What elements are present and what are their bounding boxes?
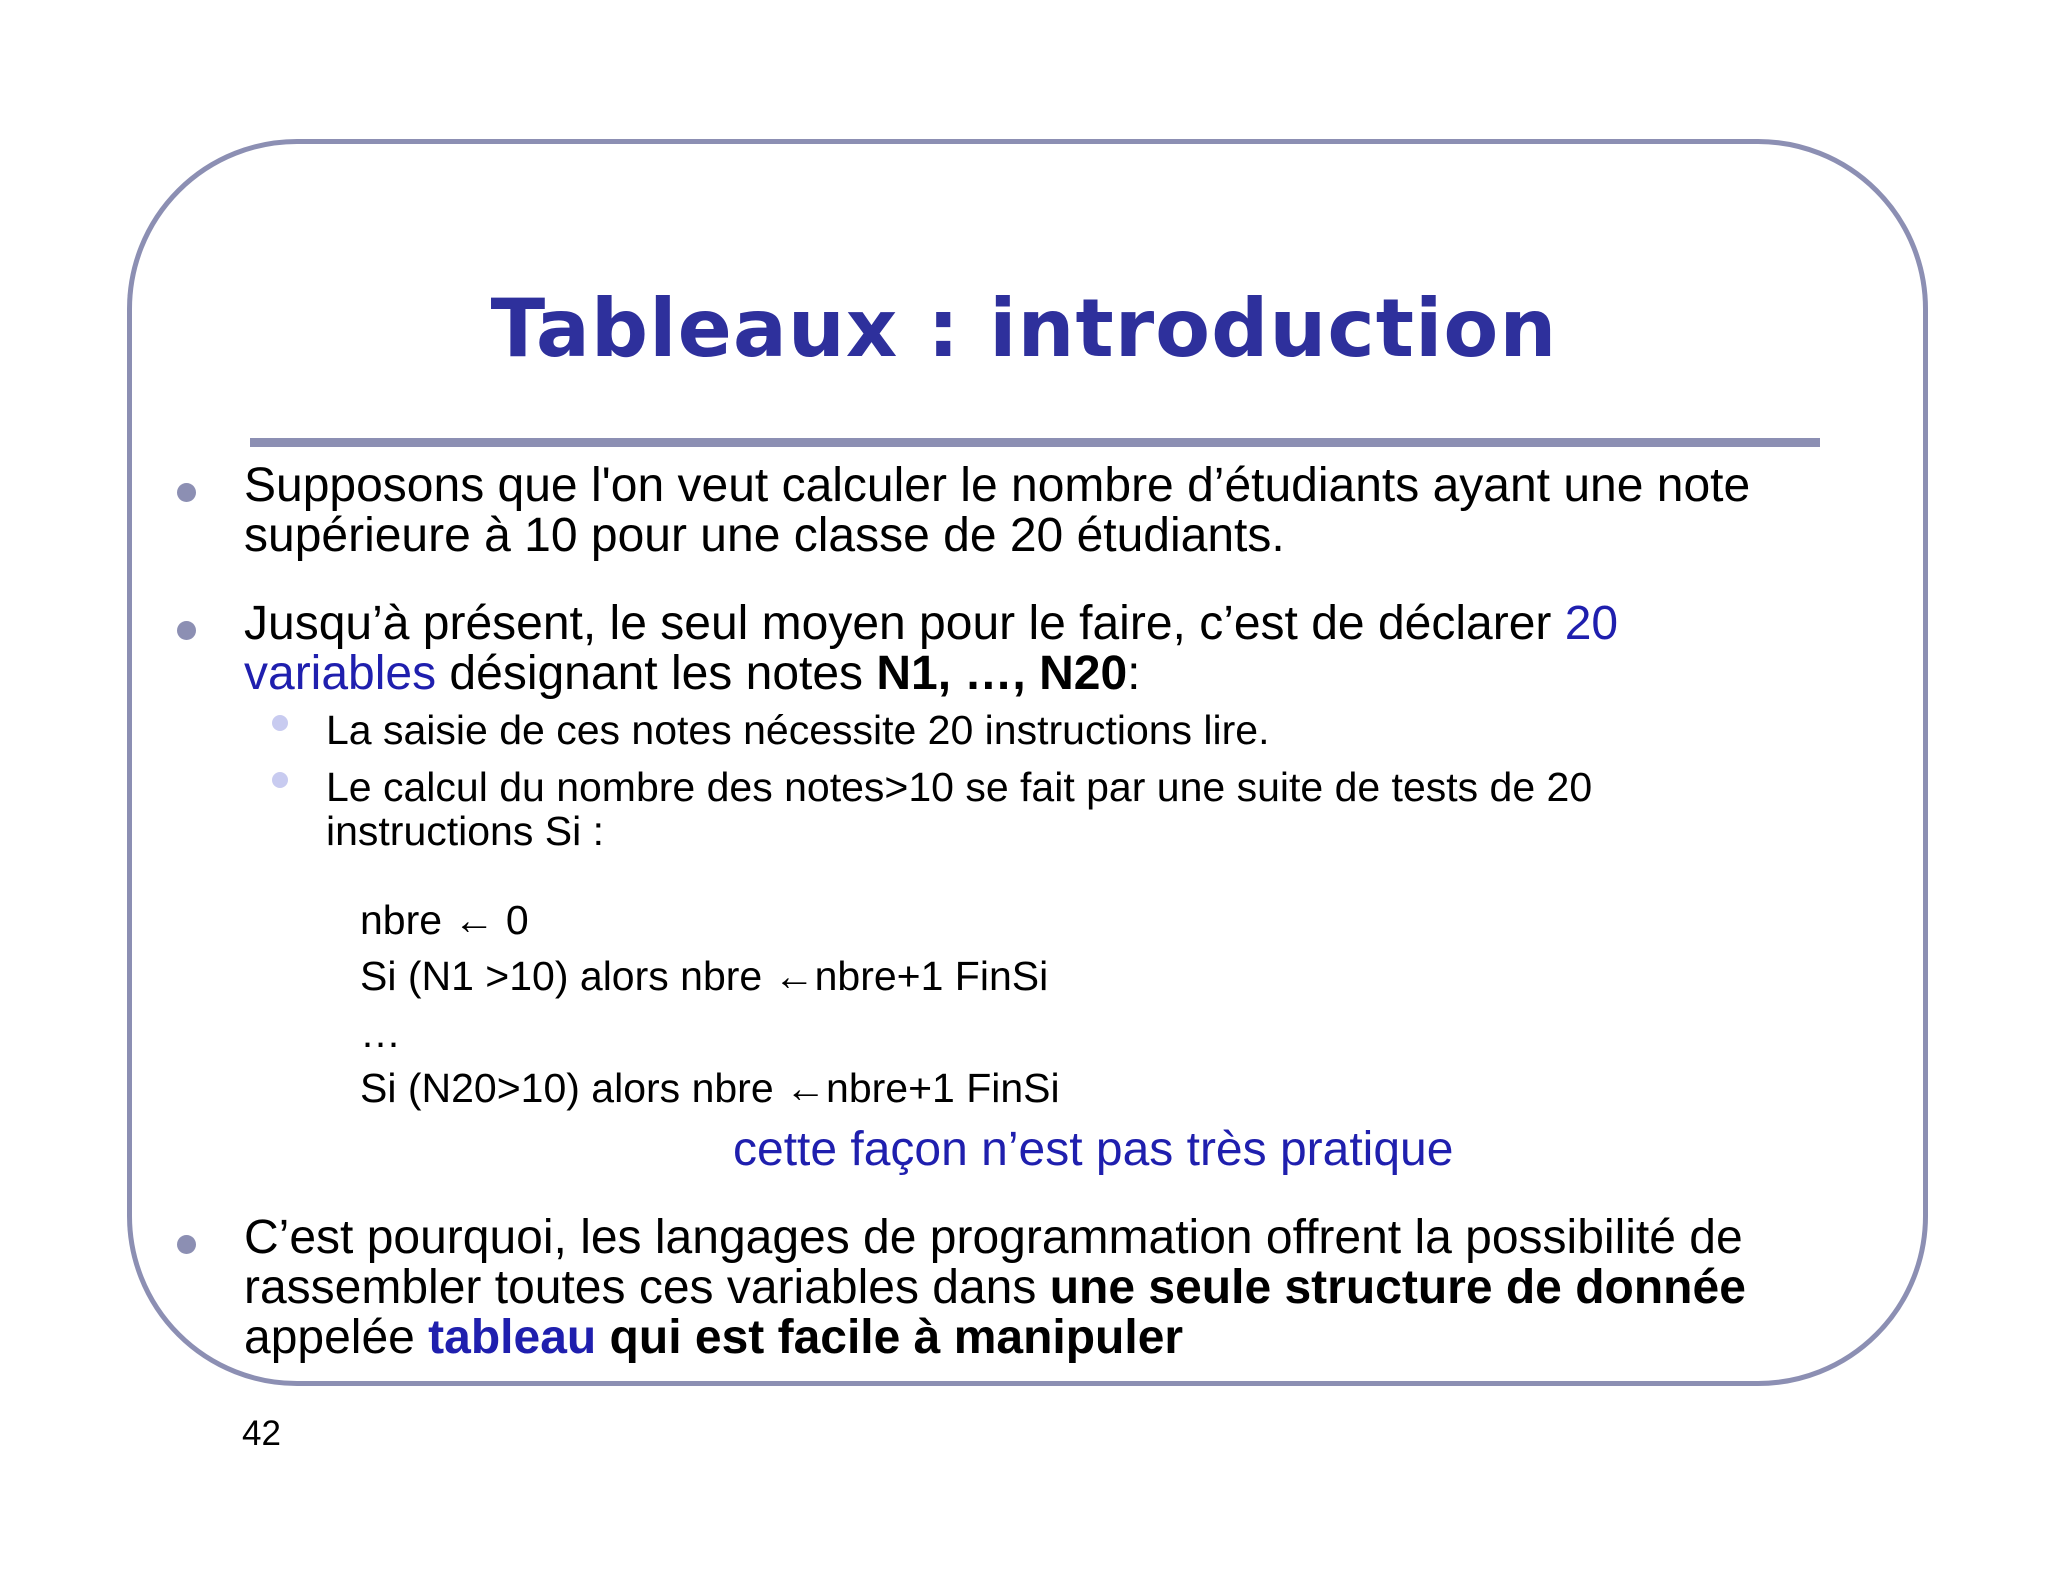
bullet-3-line-3-text: appelée — [244, 1311, 429, 1364]
bullet-1-line-2: supérieure à 10 pour une classe de 20 étudiants. — [244, 509, 1285, 562]
bullet-3-structure: une seule structure de donnée — [1049, 1261, 1746, 1314]
bullet-1-line-1: Supposons que l'on veut calculer le nombre d’étudiants ayant une note — [244, 459, 1751, 512]
code-line-4: Si (N20>10) alors nbre ←nbre+1 FinSi — [360, 1065, 1060, 1111]
bullet-3-line-1: C’est pourquoi, les langages de programmation offrent la possibilité de — [244, 1211, 1743, 1264]
bullet-2-colon: : — [1127, 647, 1141, 700]
slide-title: Tableaux : introduction — [490, 282, 1558, 375]
bullet-2-notes-range: N1, …, N20 — [876, 647, 1128, 700]
code-line-2: Si (N1 >10) alors nbre ←nbre+1 FinSi — [360, 953, 1049, 999]
bullet-3-tableau: tableau — [428, 1311, 597, 1364]
bullet-1 — [244, 461, 1904, 561]
remark-text: cette façon n’est pas très pratique — [733, 1123, 1454, 1176]
bullet-2-line-2-text: désignant les notes — [436, 647, 877, 700]
bullet-dot-2 — [177, 621, 196, 640]
code-line-1: nbre ← 0 — [360, 897, 529, 943]
bullet-2 — [244, 599, 1904, 699]
bullet-dot-3 — [177, 1235, 196, 1254]
sub-bullet-dot-1 — [272, 715, 288, 731]
bullet-dot-1 — [177, 483, 196, 502]
code-line-3: … — [360, 1010, 401, 1056]
bullet-3-line-2-text: rassembler toutes ces variables dans — [244, 1261, 1050, 1314]
bullet-2-line-1-text: Jusqu’à présent, le seul moyen pour le faire, c’est de déclarer — [244, 597, 1565, 650]
bullet-3-easy: qui est facile à manipuler — [596, 1311, 1184, 1364]
sub-bullet-2-line-1: Le calcul du nombre des notes>10 se fait par une suite de tests de 20 — [326, 764, 1593, 810]
sub-bullet-1: La saisie de ces notes nécessite 20 instructions lire. — [326, 707, 1270, 753]
bullet-2-count: 20 — [1564, 597, 1619, 650]
sub-bullet-dot-2 — [272, 772, 288, 788]
page-number: 42 — [242, 1414, 281, 1453]
bullet-2-variables: variables — [244, 647, 437, 700]
sub-bullet-2-line-2: instructions Si : — [326, 808, 604, 854]
title-underline — [250, 438, 1820, 447]
sub-bullet-2 — [326, 765, 1886, 853]
bullet-3 — [244, 1213, 1904, 1363]
